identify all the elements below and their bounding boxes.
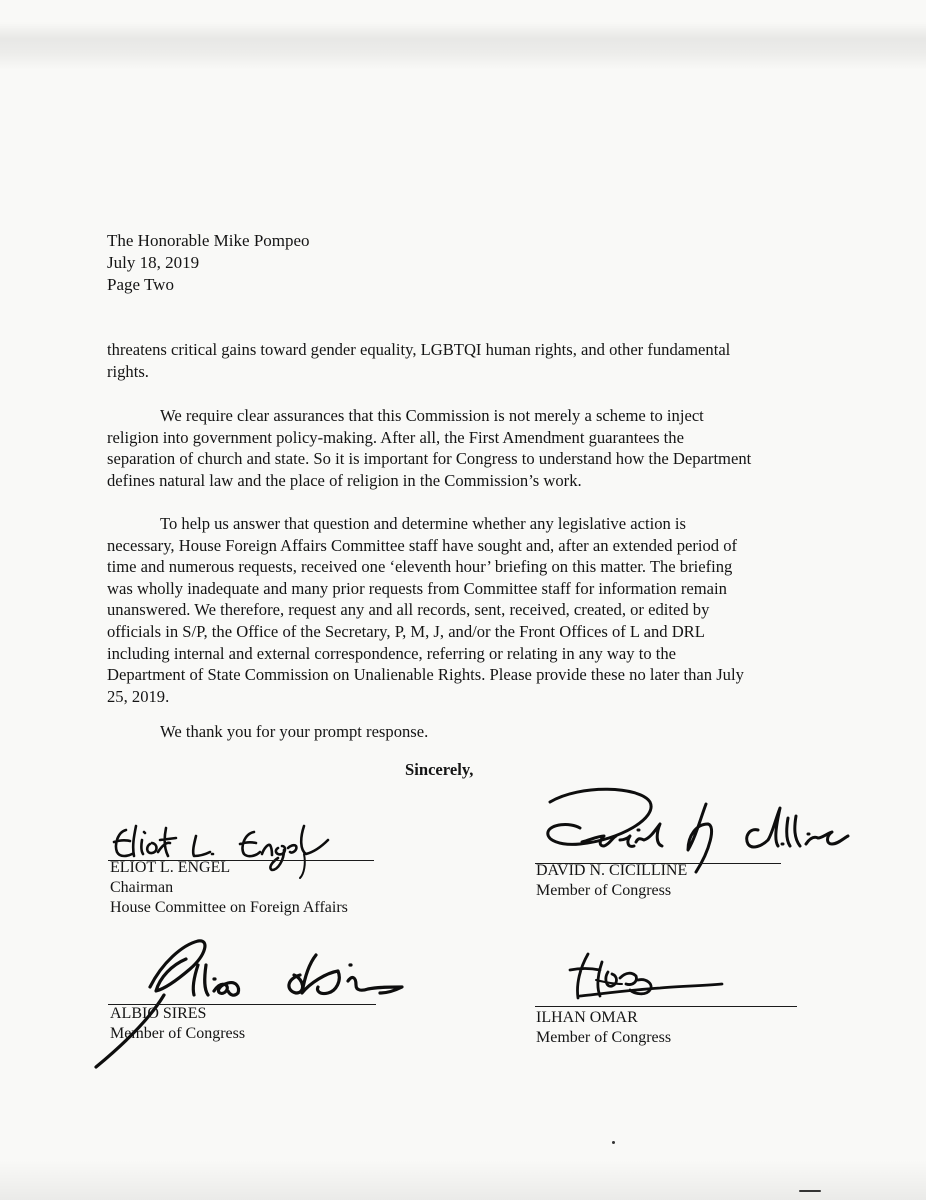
paragraph-assurances [107,405,807,491]
signatory-name: ILHAN OMAR [536,1009,638,1026]
signatory-title: Member of Congress [536,882,672,899]
text-line: We thank you for your prompt response. [160,722,429,741]
signatory-title: Member of Congress [110,1025,246,1042]
signatory-title: Chairman [110,879,174,896]
text-line: We require clear assurances that this Commission is not merely a scheme to inject [160,406,704,425]
text-line: religion into government policy-making. After all, the First Amendment guarantees the [107,427,684,447]
text-line: separation of church and state. So it is important for Congress to understand how the Department [107,449,752,469]
text-line: necessary, House Foreign Affairs Committee staff have sought and, after an extended period of [107,535,738,555]
text-line: rights. [107,361,149,381]
text-line: unanswered. We therefore, request any and all records, sent, received, created, or edited by [107,600,710,620]
omar-signature-block [536,1008,671,1048]
text-line: time and numerous requests, received one ‘eleventh hour’ briefing on this matter. The briefing [107,557,733,577]
date-line: July 18, 2019 [107,253,200,272]
text-line: 25, 2019. [107,686,170,706]
signatory-org: House Committee on Foreign Affairs [110,899,348,916]
sires-signature-block [110,1004,245,1044]
signatory-name: DAVID N. CICILLINE [536,862,688,879]
text-line: was wholly inadequate and many prior requests from Committee staff for information remain [107,578,727,598]
signatory-name: ALBIO SIRES [110,1005,207,1022]
signatory-name: ELIOT L. ENGEL [110,859,231,876]
signatory-title: Member of Congress [536,1029,672,1046]
paragraph-thanks [107,721,807,743]
scan-shadow-top [0,22,926,70]
text-line: Department of State Commission on Unalienable Rights. Please provide these no later than July [107,665,744,685]
paragraph-continuation [107,339,807,382]
cicilline-signature-block [536,861,687,901]
text-line: officials in S/P, the Office of the Secretary, P, M, J, and/or the Front Offices of L and DRL [107,621,705,641]
letter-header [107,230,310,296]
engel-signature-block [110,858,348,918]
scan-speck [799,1190,821,1192]
recipient-line: The Honorable Mike Pompeo [107,231,310,250]
omar-signature-line [535,1006,797,1007]
text-line: To help us answer that question and determine whether any legislative action is [160,514,687,533]
scan-speck [612,1141,615,1144]
text-line: defines natural law and the place of religion in the Commission’s work. [107,470,582,490]
closing-salutation: Sincerely, [405,760,474,779]
paragraph-records-request [107,513,807,707]
text-line: threatens critical gains toward gender equality, LGBTQI human rights, and other fundamental [107,340,731,359]
page-number-line: Page Two [107,275,174,294]
text-line: including internal and external correspondence, referring or relating in any way to the [107,643,677,663]
scan-shadow-bottom [0,1160,926,1200]
